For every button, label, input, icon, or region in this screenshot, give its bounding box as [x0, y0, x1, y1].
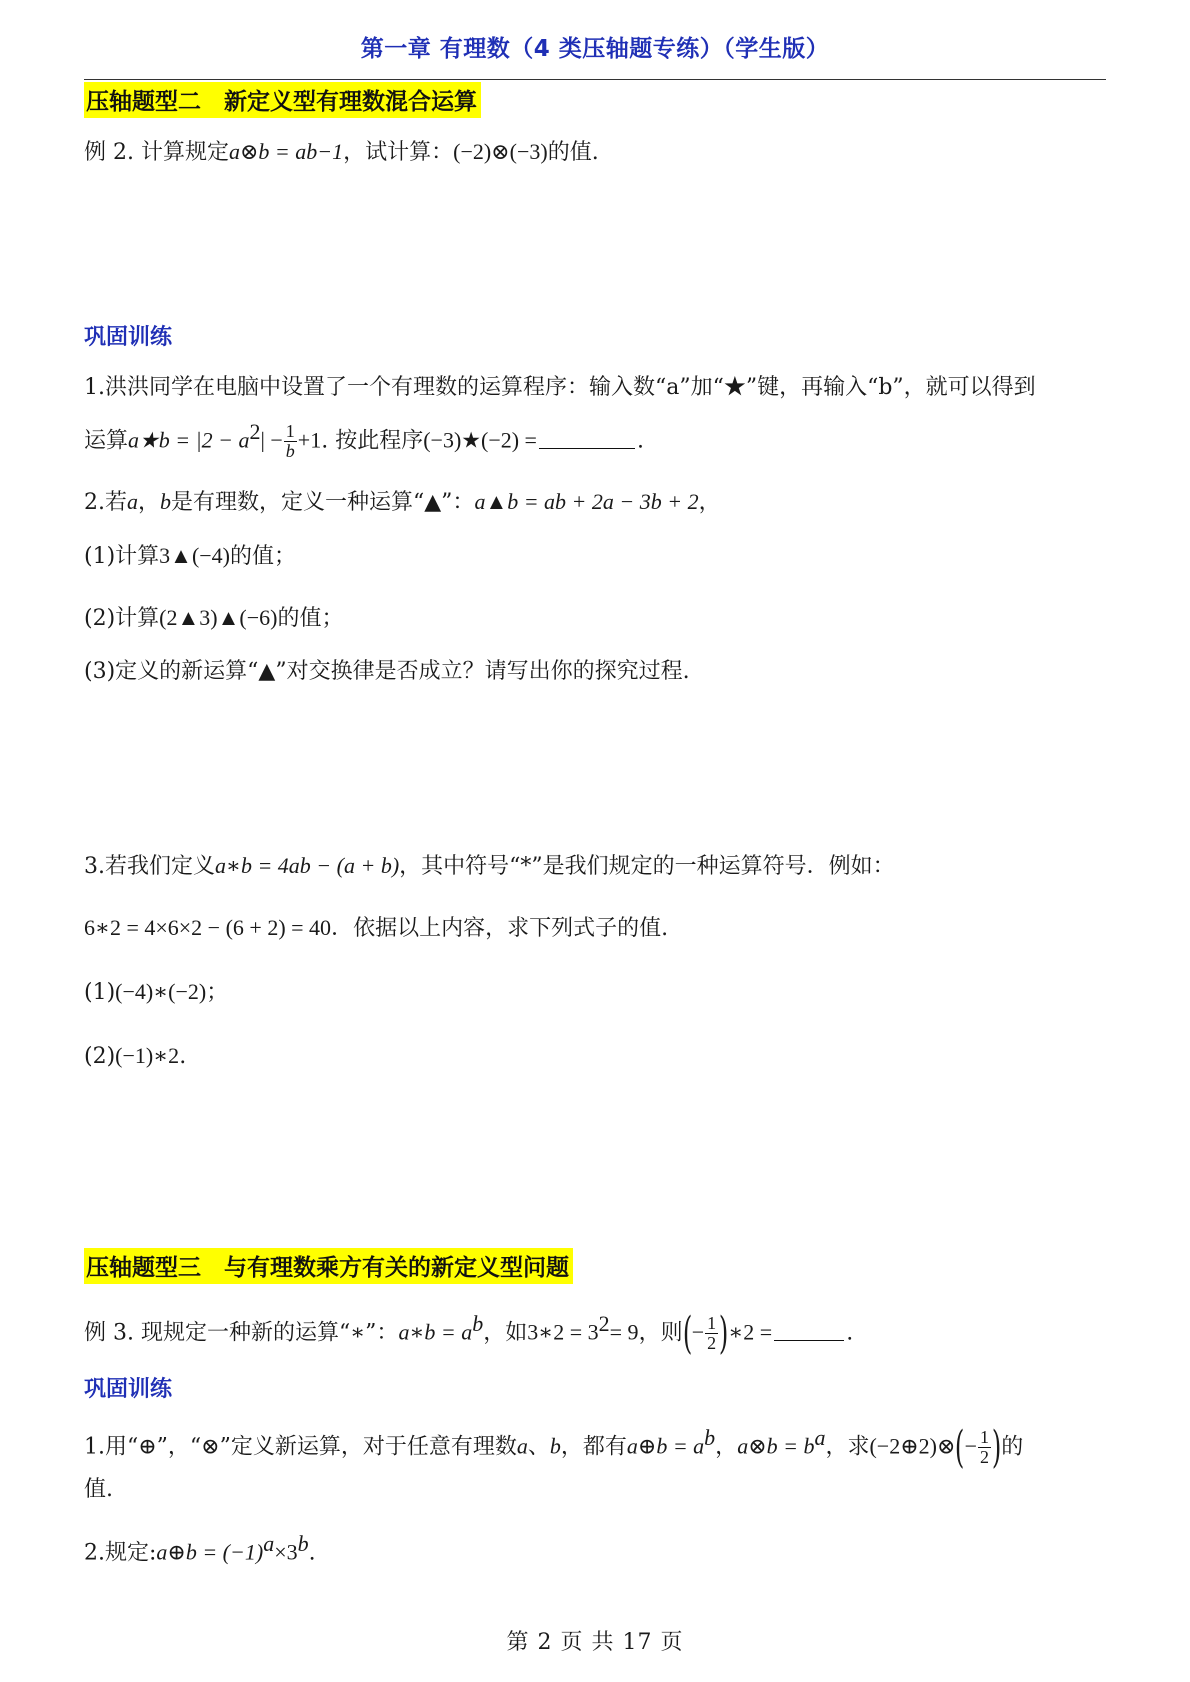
example-3-left-paren: ( [682, 1307, 692, 1359]
example-3-formula: a∗b = a [398, 1319, 473, 1345]
q2-part1-expr: 3▲(−4) [159, 543, 231, 568]
section-title-type-3: 压轴题型三 与有理数乘方有关的新定义型问题 [84, 1248, 573, 1284]
s3-q1-var-b: b [549, 1433, 561, 1459]
example-2-suffix: 的值. [547, 140, 599, 165]
q2-mid: 是有理数，定义一种运算“▲”： [171, 490, 475, 515]
q3-line2-suffix: ．依据以上内容，求下列式子的值. [331, 916, 669, 941]
s3-q1-sep1: 、 [527, 1434, 550, 1460]
q3-line1 [84, 852, 895, 882]
s3-q1-formula1: a⊕b = a [626, 1433, 705, 1459]
example-3-fraction [705, 1314, 718, 1353]
practice-label-2: 巩固训练 [84, 1377, 173, 1402]
q1-formula-mid: | − [260, 427, 283, 453]
s3-q2-end: . [308, 1540, 316, 1566]
s3-q1-var-a: a [516, 1433, 528, 1459]
s3-q2-exp2: b [297, 1531, 309, 1556]
q1-formula-right: +1 [297, 427, 322, 453]
s3-q1-formula1-exp: b [704, 1425, 716, 1450]
q2-part2-prefix: (2)计算 [84, 606, 160, 631]
page-footer: 第 2 页 共 17 页 [506, 1630, 684, 1655]
s3-q1-right-paren: ) [991, 1421, 1002, 1473]
practice-label-1: 巩固训练 [84, 325, 173, 350]
example-3-answer-blank[interactable] [774, 1340, 844, 1341]
example-3-mid2: ，则 [638, 1320, 683, 1346]
example-3-sample-exp: 2 [598, 1311, 610, 1336]
q3-part2 [84, 1042, 186, 1072]
q2-formula: a▲b = ab + 2a − 3b + 2 [474, 489, 699, 514]
q3-part1-prefix: (1) [84, 980, 116, 1005]
q1-formula-left: a★b = |2 − a [128, 427, 250, 453]
example-3-formula-exp: b [472, 1311, 484, 1336]
s3-q2-prefix: 2.规定: [84, 1540, 157, 1566]
s3-q1-fraction-denominator: 2 [980, 1446, 990, 1467]
q2-var-a: a [127, 489, 138, 514]
s3-q1-mid2: ，求 [825, 1434, 870, 1460]
q2-end: ， [698, 490, 721, 515]
q2-part1-prefix: (1)计算 [84, 544, 160, 569]
s3-q1-line2: 值. [84, 1477, 113, 1502]
s3-q2-mid: ×3 [274, 1539, 298, 1565]
q2-part2 [84, 604, 343, 634]
q2-part2-expr: (2▲3)▲(−6) [159, 605, 278, 630]
q3-part2-prefix: (2) [84, 1044, 116, 1069]
q1-formula-exp: 2 [249, 419, 261, 444]
example-3 [84, 1307, 854, 1359]
q3-part1-suffix: ； [206, 980, 229, 1005]
q1-expr: (−3)★(−2) = [423, 427, 537, 453]
q3-part2-suffix: . [179, 1044, 187, 1069]
example-2 [84, 138, 599, 168]
s3-q1-formula2: a⊗b = b [737, 1433, 815, 1459]
example-3-fraction-numerator: 1 [707, 1312, 717, 1333]
s3-q1-end: 的 [1001, 1434, 1024, 1460]
s3-q1-fraction-numerator: 1 [980, 1426, 990, 1447]
q3-prefix: 3.若我们定义 [84, 854, 215, 879]
q3-suffix: ，其中符号“*”是我们规定的一种运算符号．例如： [399, 854, 895, 879]
q1-answer-blank[interactable] [539, 448, 635, 449]
q3-formula: a∗b = 4ab − (a + b) [215, 853, 400, 878]
q1-line1: 1.洪洪同学在电脑中设置了一个有理数的运算程序：输入数“a”加“★”键，再输入“b”，就可以得到 [84, 375, 1036, 400]
q2-part1 [84, 542, 296, 572]
header-divider [84, 79, 1106, 80]
s3-q1-prefix: 1.用“⊕”，“⊗”定义新运算，对于任意有理数 [84, 1434, 517, 1460]
q1-line2 [84, 418, 644, 461]
example-2-mid: ，试计算： [343, 140, 454, 165]
example-3-sample: 3∗2 = 3 [527, 1319, 599, 1345]
page-header-title: 第一章 有理数（4 类压轴题专练）（学生版） [360, 36, 830, 62]
q1-line2-end: . [636, 428, 644, 454]
example-3-minus: − [691, 1319, 705, 1345]
example-3-sample-end: = 9 [609, 1319, 639, 1345]
q2-prefix: 2.若 [84, 490, 127, 515]
q2-part3: (3)定义的新运算“▲”对交换律是否成立？请写出你的探究过程. [84, 659, 690, 684]
s3-q1-expr: (−2⊕2)⊗ [869, 1433, 956, 1459]
s3-q2-exp1: a [263, 1531, 275, 1556]
s3-q1-minus: − [964, 1433, 978, 1459]
q1-line2-prefix: 运算 [84, 428, 129, 454]
s3-q2 [84, 1530, 316, 1568]
example-3-mid1: ，如 [483, 1320, 528, 1346]
q2-part2-suffix: 的值； [277, 606, 344, 631]
q3-line2 [84, 914, 668, 944]
example-2-prefix: 例 2. 计算规定 [84, 140, 229, 165]
section-title-type-2: 压轴题型二 新定义型有理数混合运算 [84, 82, 481, 118]
s3-q1-left-paren: ( [955, 1421, 965, 1473]
example-3-right-paren: ) [719, 1307, 729, 1359]
q2-var-b: b [160, 489, 172, 514]
q1-line2-mid: . 按此程序 [321, 428, 424, 454]
q1-fraction [284, 422, 297, 461]
s3-q1-line1 [84, 1421, 1024, 1473]
s3-q1-fraction [978, 1428, 991, 1467]
q3-example-expr: 6∗2 = 4×6×2 − (6 + 2) = 40 [84, 915, 332, 940]
example-3-tail: ∗2 = [728, 1319, 773, 1345]
example-2-expr: (−2)⊗(−3) [453, 139, 548, 164]
q3-part1-expr: (−4)∗(−2) [115, 979, 207, 1004]
s3-q1-mid: ，都有 [560, 1434, 627, 1460]
example-3-fraction-denominator: 2 [707, 1332, 717, 1353]
q2-sep: ， [138, 490, 161, 515]
q3-part1 [84, 978, 228, 1008]
q1-fraction-denominator: b [285, 440, 295, 461]
example-2-formula: a⊗b = ab−1 [228, 139, 344, 164]
s3-q2-formula: a⊕b = (−1) [156, 1539, 264, 1565]
q1-fraction-numerator: 1 [285, 420, 295, 441]
s3-q1-formula2-exp: a [814, 1425, 826, 1450]
example-3-prefix: 例 3. 现规定一种新的运算“∗”： [84, 1320, 399, 1346]
q2-line1 [84, 488, 721, 518]
q3-part2-expr: (−1)∗2 [115, 1043, 180, 1068]
example-3-end: . [846, 1320, 854, 1346]
q2-part1-suffix: 的值； [230, 544, 297, 569]
s3-q1-sep2: ， [715, 1434, 738, 1460]
